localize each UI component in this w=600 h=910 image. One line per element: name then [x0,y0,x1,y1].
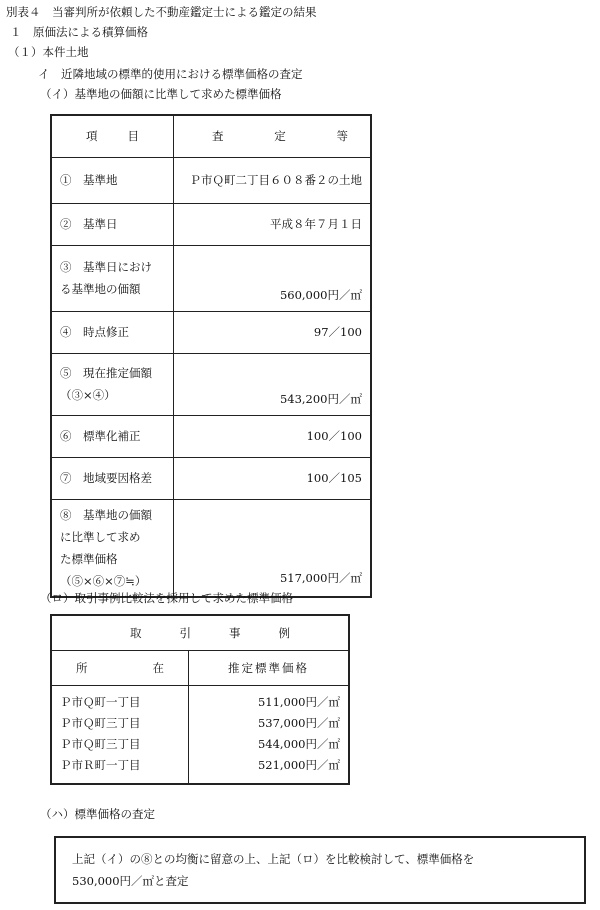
item-cell: ③ 基準日におけ る基準地の価額 [51,245,174,311]
item-cell: ⑧ 基準地の価額 に比準して求め た標準価格 （⑤×⑥×⑦≒） [51,499,174,597]
item-cell: ② 基準日 [51,203,174,245]
table-row [51,245,371,311]
value-cell: 100／105 [174,457,372,499]
price-item: 537,000円／㎡ [257,716,340,730]
caption-cell: 取 引 事 例 [51,615,349,651]
value-cell: Ｐ市Ｑ町二丁目６０８番２の土地 [174,157,372,203]
location-item: Ｐ市Ｑ町三丁目 [60,737,141,751]
subsection-heading-determination: （ハ）標準価格の査定 [40,807,155,821]
conclusion-box [54,836,586,904]
table-header-row [51,115,371,157]
header-item-cell: 項 目 [51,115,174,157]
value-cell: 560,000円／㎡ [174,245,372,311]
item-cell: ④ 時点修正 [51,311,174,353]
table-row [51,157,371,203]
item-cell: ⑦ 地域要因格差 [51,457,174,499]
table-row [51,311,371,353]
section-heading-cost-method: １ 原価法による積算価格 [10,25,148,39]
price-item: 521,000円／㎡ [257,758,340,772]
table-row [51,686,349,784]
benchmark-assessment-table [50,114,372,598]
value-cell: 97／100 [174,311,372,353]
item-cell: ① 基準地 [51,157,174,203]
value-cell: 100／100 [174,415,372,457]
transaction-cases-table [50,614,350,785]
document-title: 別表４ 当審判所が依頼した不動産鑑定士による鑑定の結果 [6,5,317,19]
table-caption-row [51,615,349,651]
table-header-row [51,651,349,686]
item-cell: ⑥ 標準化補正 [51,415,174,457]
table-row [51,203,371,245]
price-item: 544,000円／㎡ [257,737,340,751]
location-item: Ｐ市Ｒ町一丁目 [60,758,141,772]
subsection-heading-land: （１）本件土地 [8,45,89,59]
item-cell: ⑤ 現在推定価額 （③×④） [51,353,174,415]
subsection-heading-benchmark: （イ）基準地の価額に比準して求めた標準価格 [40,87,282,101]
location-item: Ｐ市Ｑ町三丁目 [60,716,141,730]
value-cell: 543,200円／㎡ [174,353,372,415]
prices-cell [189,686,350,784]
conclusion-line: 上記（イ）の⑧との均衡に留意の上、上記（ロ）を比較検討して、標準価格を [72,852,475,866]
subsection-heading-standard-price: イ 近隣地域の標準的使用における標準価格の査定 [38,67,303,81]
price-item: 511,000円／㎡ [257,695,340,709]
header-price-cell: 推定標準価格 [189,651,350,686]
table-row [51,457,371,499]
locations-cell [51,686,189,784]
subsection-heading-transaction: （ロ）取引事例比較法を採用して求めた標準価格 [40,591,293,605]
value-cell: 平成８年７月１日 [174,203,372,245]
value-cell: 517,000円／㎡ [174,499,372,597]
header-value-cell: 査 定 等 [174,115,372,157]
table-row [51,499,371,597]
table-row [51,353,371,415]
table-row [51,415,371,457]
conclusion-line: 530,000円／㎡と査定 [72,874,189,888]
header-location-cell: 所 在 [51,651,189,686]
location-item: Ｐ市Ｑ町一丁目 [60,695,141,709]
